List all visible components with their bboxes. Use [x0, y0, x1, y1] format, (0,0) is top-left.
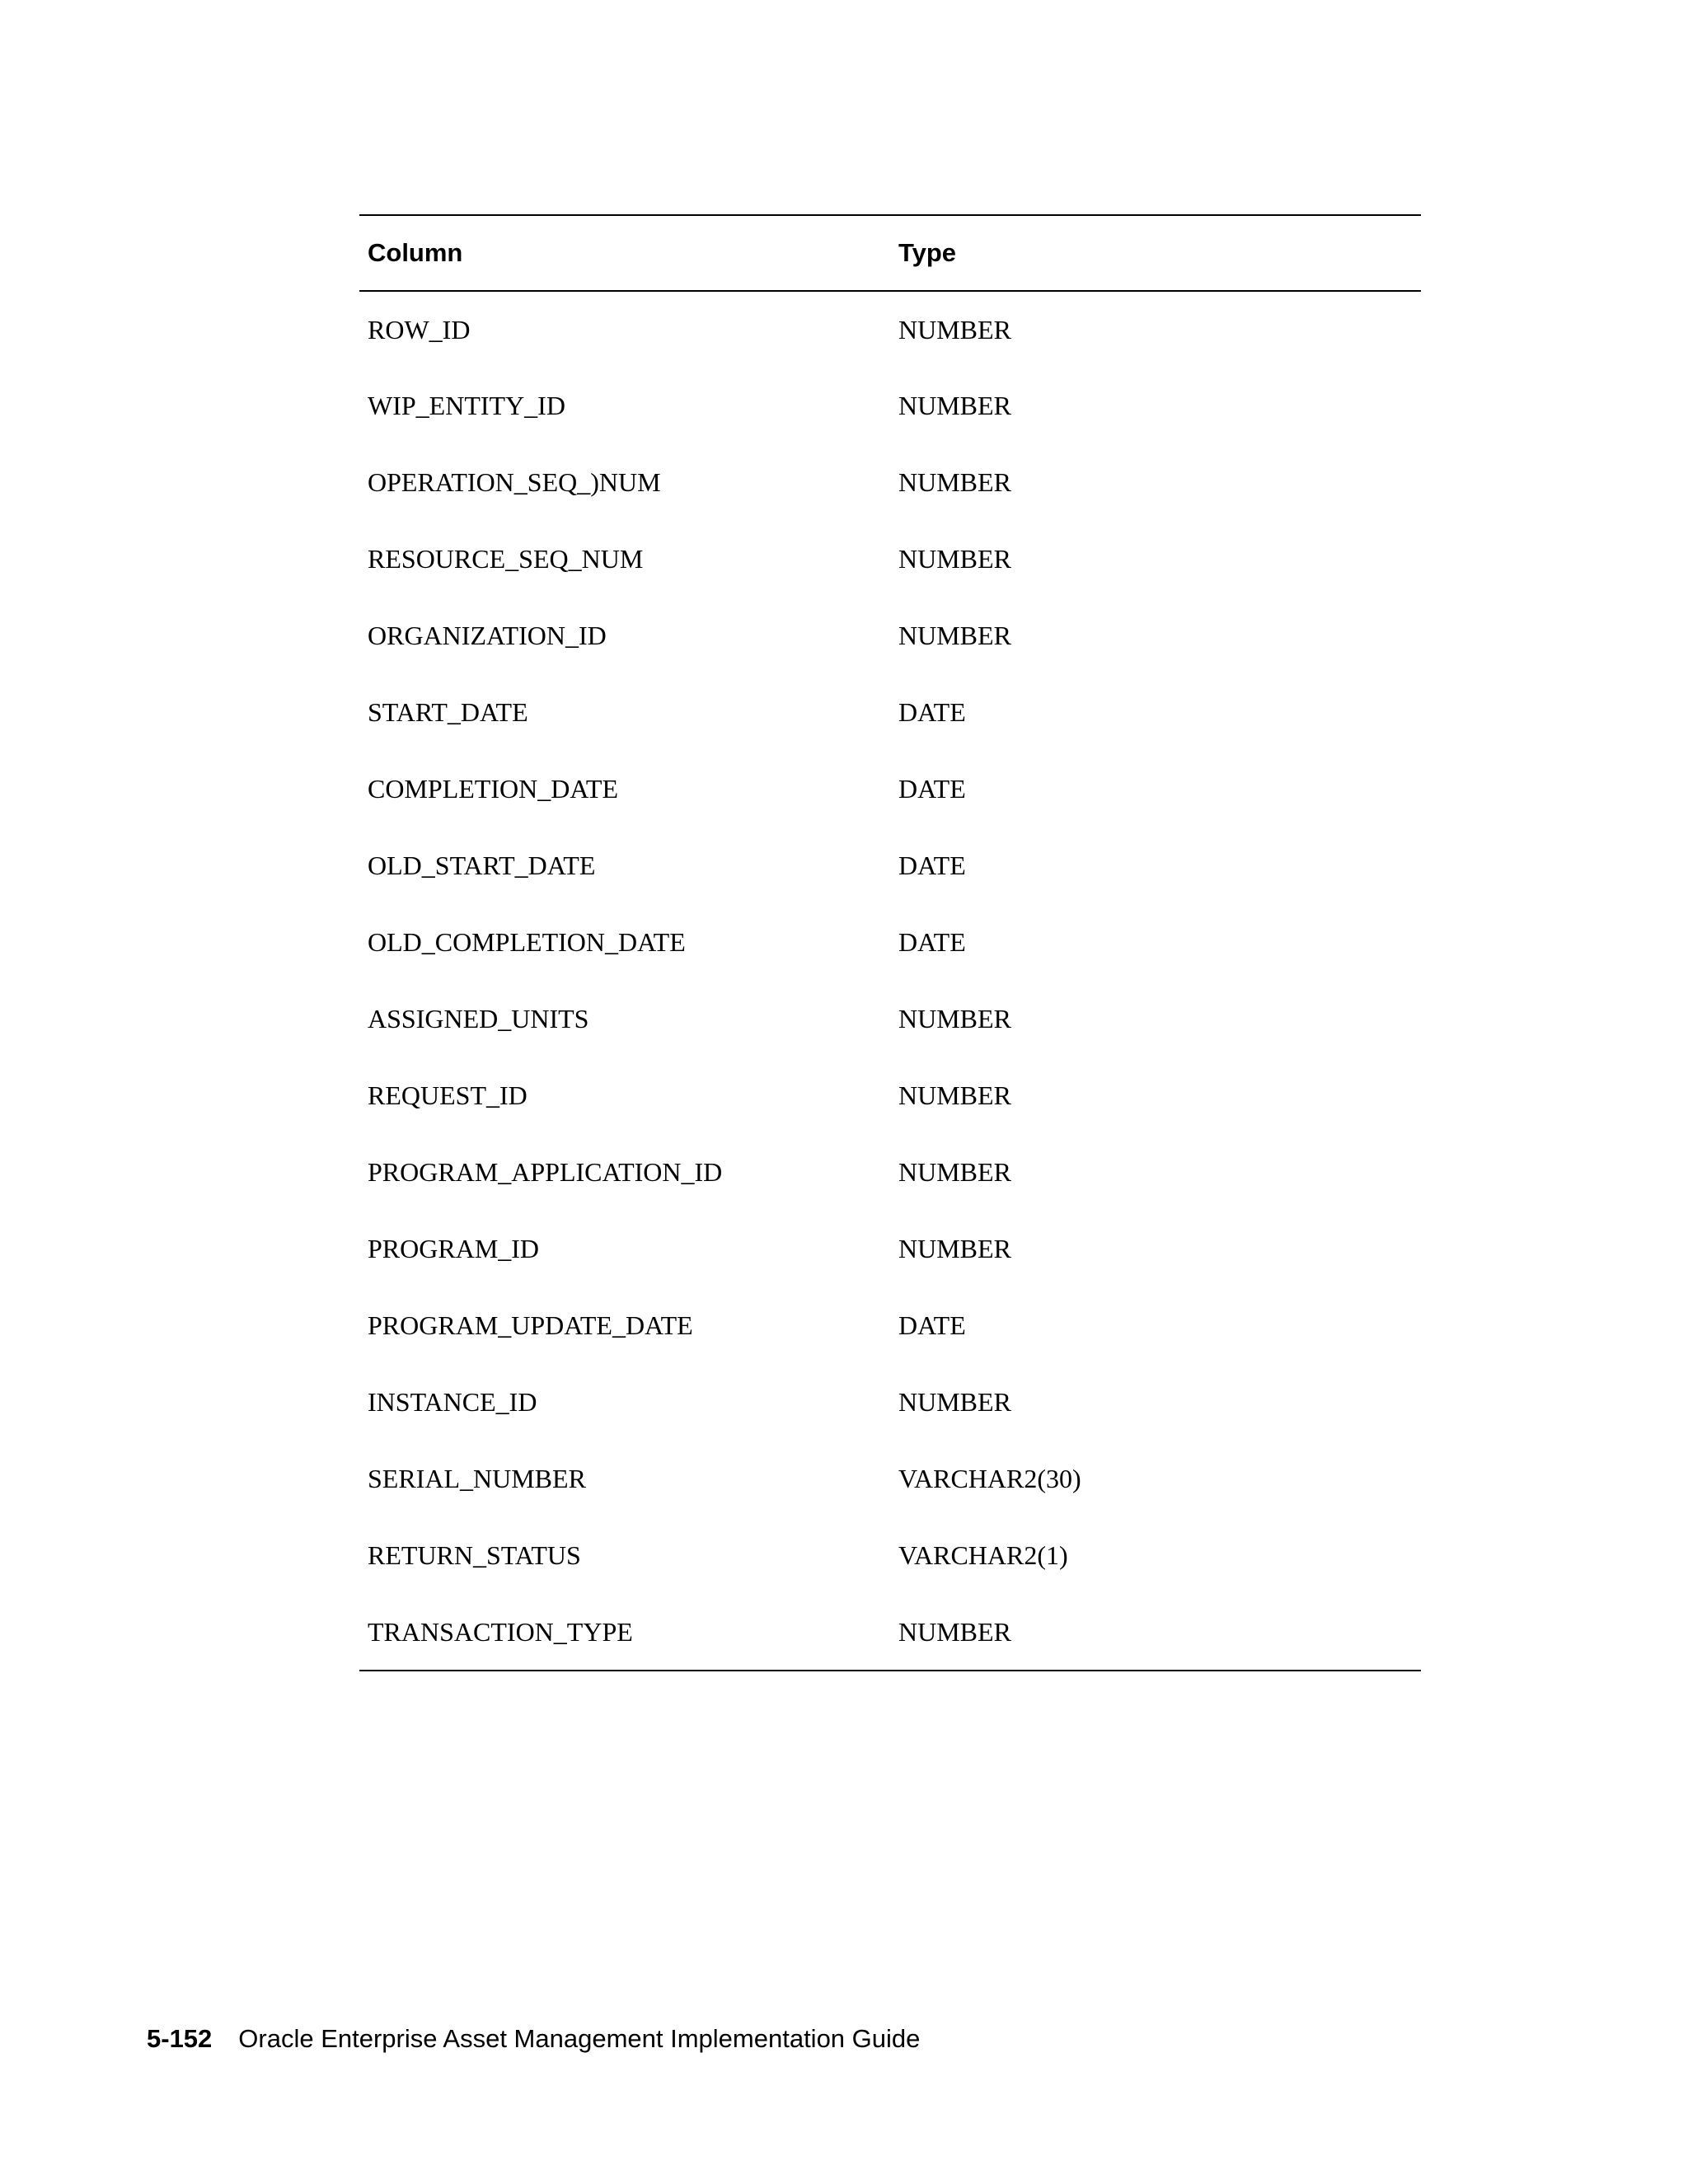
table-row: [359, 444, 1421, 521]
column-name-cell: START_DATE: [368, 697, 528, 727]
column-name-cell: WIP_ENTITY_ID: [368, 391, 565, 420]
table-row: [359, 904, 1421, 981]
table-row: [359, 598, 1421, 674]
column-name-cell: OPERATION_SEQ_)NUM: [368, 467, 661, 497]
table-row: [359, 1594, 1421, 1671]
column-header-type: Type: [890, 215, 1421, 291]
column-type-cell: DATE: [898, 1310, 966, 1340]
table-row: [359, 1134, 1421, 1211]
table-row: [359, 1287, 1421, 1364]
column-type-cell: DATE: [898, 927, 966, 957]
table-row: [359, 291, 1421, 368]
book-title: Oracle Enterprise Asset Management Implementation Guide: [238, 2024, 921, 2053]
table-row: [359, 1517, 1421, 1594]
column-type-cell: NUMBER: [898, 467, 1011, 497]
column-name-cell: REQUEST_ID: [368, 1080, 528, 1110]
table-row: [359, 1211, 1421, 1287]
table-row: [359, 827, 1421, 904]
column-type-cell: NUMBER: [898, 1234, 1011, 1263]
table-row: [359, 981, 1421, 1057]
column-name-cell: ROW_ID: [368, 314, 471, 344]
column-name-cell: COMPLETION_DATE: [368, 774, 618, 804]
column-type-cell: NUMBER: [898, 621, 1011, 650]
column-type-cell: NUMBER: [898, 544, 1011, 574]
column-name-cell: ORGANIZATION_ID: [368, 621, 607, 650]
table-row: [359, 751, 1421, 827]
table-row: [359, 1441, 1421, 1517]
column-name-cell: TRANSACTION_TYPE: [359, 1594, 890, 1671]
column-type-cell: DATE: [898, 774, 966, 804]
column-type-cell: VARCHAR2(1): [898, 1540, 1068, 1570]
column-type-cell: DATE: [898, 697, 966, 727]
column-type-cell: NUMBER: [898, 1157, 1011, 1187]
table-row: [359, 674, 1421, 751]
column-name-cell: PROGRAM_APPLICATION_ID: [368, 1157, 723, 1187]
column-header-column: Column: [359, 215, 890, 291]
column-name-cell: SERIAL_NUMBER: [368, 1464, 586, 1493]
column-name-cell: RESOURCE_SEQ_NUM: [368, 544, 644, 574]
column-type-cell: NUMBER: [890, 1594, 1421, 1671]
column-name-cell: ASSIGNED_UNITS: [368, 1004, 589, 1033]
column-type-cell: NUMBER: [898, 1080, 1011, 1110]
table-header: [359, 215, 1421, 291]
table-row: [359, 368, 1421, 444]
column-name-cell: PROGRAM_ID: [368, 1234, 540, 1263]
column-type-table-container: [359, 214, 1421, 1671]
column-name-cell: PROGRAM_UPDATE_DATE: [368, 1310, 693, 1340]
column-type-cell: NUMBER: [898, 1387, 1011, 1417]
table-row: [359, 1057, 1421, 1134]
column-type-cell: NUMBER: [898, 314, 1011, 344]
column-type-cell: NUMBER: [898, 391, 1011, 420]
column-name-cell: RETURN_STATUS: [368, 1540, 581, 1570]
column-type-cell: DATE: [898, 851, 966, 880]
table-header-row: [359, 215, 1421, 291]
column-name-cell: INSTANCE_ID: [368, 1387, 537, 1417]
column-name-cell: OLD_START_DATE: [368, 851, 596, 880]
table-row: [359, 521, 1421, 598]
column-type-cell: NUMBER: [898, 1004, 1011, 1033]
column-name-cell: OLD_COMPLETION_DATE: [368, 927, 686, 957]
column-type-table: [359, 214, 1421, 1671]
column-type-cell: VARCHAR2(30): [898, 1464, 1081, 1493]
table-row: [359, 1364, 1421, 1441]
table-body: [359, 291, 1421, 1671]
page-footer: [147, 2024, 920, 2054]
page-number: 5-152: [147, 2024, 213, 2053]
